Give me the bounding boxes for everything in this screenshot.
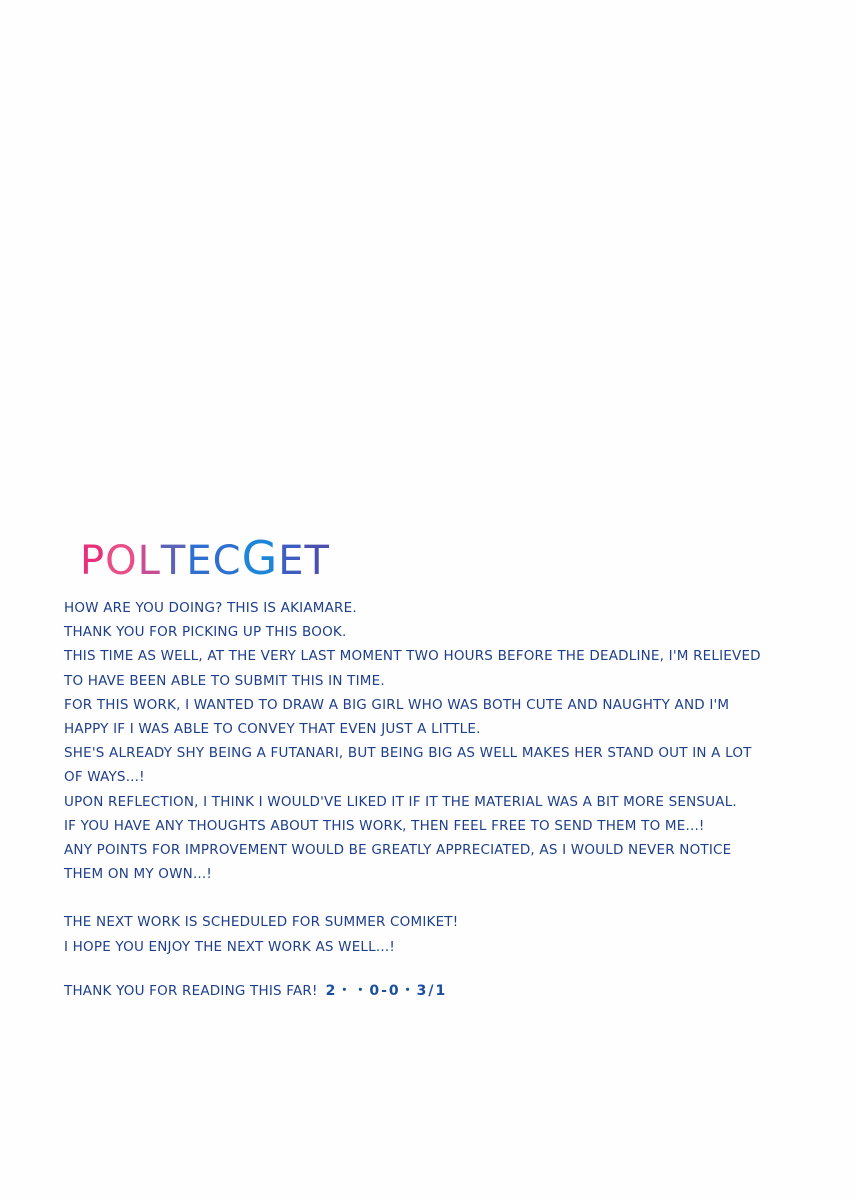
afterword-line: THEM ON MY OWN...! xyxy=(64,866,213,883)
afterword-text xyxy=(64,596,804,959)
afterword-line: FOR THIS WORK, I WANTED TO DRAW A BIG GIRL WHO WAS BOTH CUTE AND NAUGHTY AND I'M xyxy=(64,696,730,713)
afterword-line: THIS TIME AS WELL, AT THE VERY LAST MOMENT TWO HOURS BEFORE THE DEADLINE, I'M RELIEVED xyxy=(64,648,761,665)
afterword-line: I HOPE YOU ENJOY THE NEXT WORK AS WELL...! xyxy=(64,938,395,955)
afterword-line: THANK YOU FOR PICKING UP THIS BOOK. xyxy=(64,624,347,641)
logo-letter: O xyxy=(105,538,138,584)
logo-letter: T xyxy=(160,538,187,584)
afterword-line: THE NEXT WORK IS SCHEDULED FOR SUMMER COMIKET! xyxy=(64,914,459,931)
logo-letter: E xyxy=(278,538,305,584)
signoff xyxy=(64,979,447,1003)
paragraph-gap xyxy=(64,886,804,910)
logo-letter: L xyxy=(137,538,161,584)
poltecget-logo xyxy=(80,532,340,584)
afterword-line: IF YOU HAVE ANY THOUGHTS ABOUT THIS WORK, THEN FEEL FREE TO SEND THEM TO ME...! xyxy=(64,817,705,834)
logo-letter: E xyxy=(186,538,213,584)
afterword-line: TO HAVE BEEN ABLE TO SUBMIT THIS IN TIME. xyxy=(64,672,385,689)
afterword-line: OF WAYS...! xyxy=(64,769,145,786)
afterword-line: UPON REFLECTION, I THINK I WOULD'VE LIKED IT IF IT THE MATERIAL WAS A BIT MORE SENSUAL. xyxy=(64,793,737,810)
afterword-line: HOW ARE YOU DOING? THIS IS AKIAMARE. xyxy=(64,600,357,616)
date-stamp: 2・・0-0・3/1 xyxy=(325,983,448,999)
afterword-line: ANY POINTS FOR IMPROVEMENT WOULD BE GREATLY APPRECIATED, AS I WOULD NEVER NOTICE xyxy=(64,842,732,859)
afterword-line: HAPPY IF I WAS ABLE TO CONVEY THAT EVEN JUST A LITTLE. xyxy=(64,721,481,738)
signoff-text: THANK YOU FOR READING THIS FAR! xyxy=(64,983,318,999)
logo-letter: T xyxy=(304,538,330,584)
afterword-line: SHE'S ALREADY SHY BEING A FUTANARI, BUT BEING BIG AS WELL MAKES HER STAND OUT IN A LOT xyxy=(64,745,752,762)
logo-letter: P xyxy=(80,538,106,584)
logo-letter: G xyxy=(241,531,279,585)
logo-letter: C xyxy=(212,538,242,584)
